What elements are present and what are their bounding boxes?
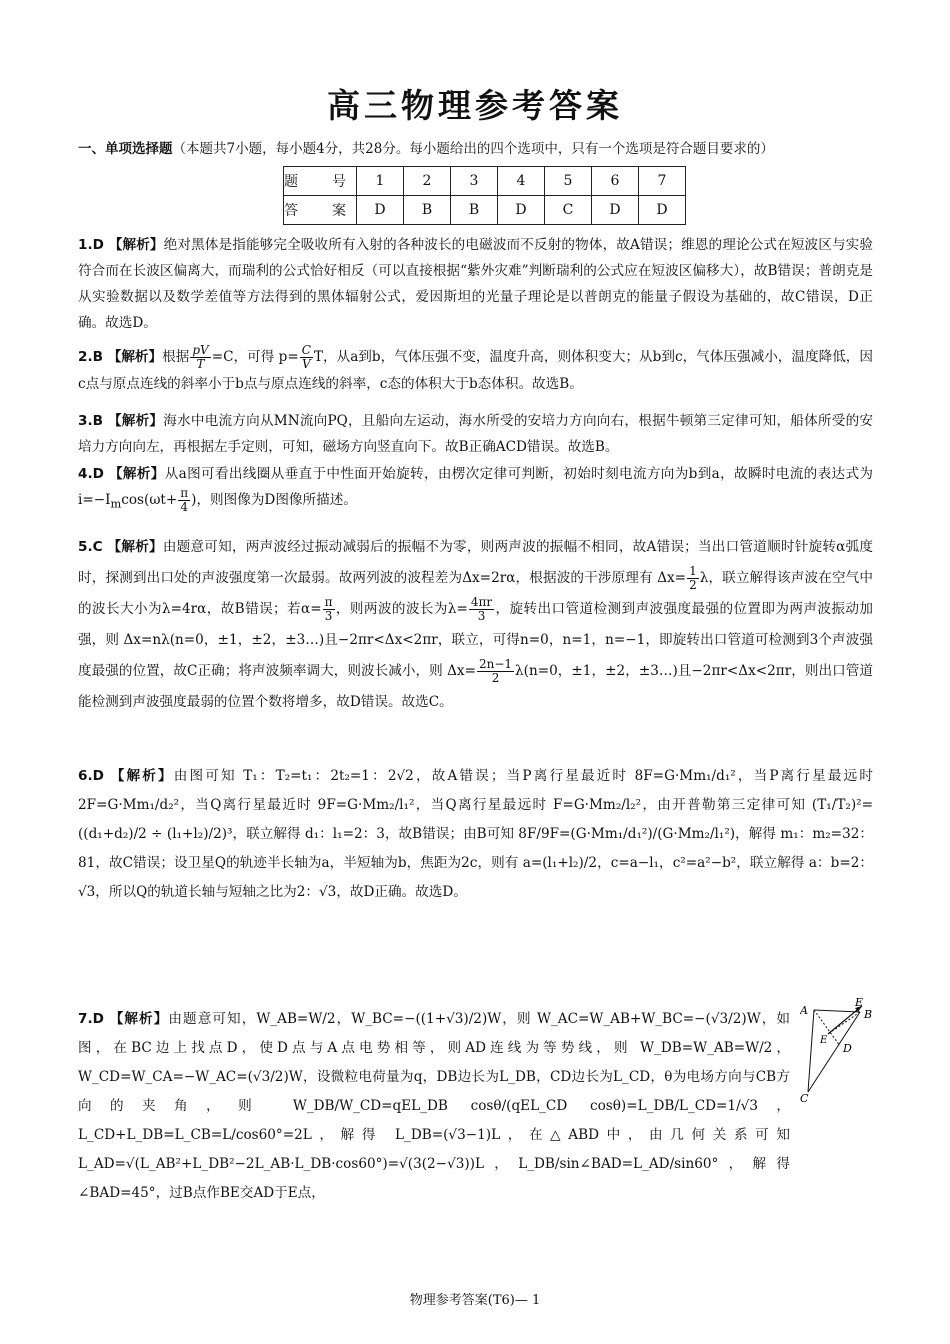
- numerator: pV: [192, 343, 209, 357]
- table-cell: B: [451, 196, 498, 225]
- fraction: [190, 344, 210, 371]
- solution-4: [78, 461, 873, 517]
- table-cell: 5: [545, 167, 592, 196]
- segment-ab: [814, 1010, 860, 1012]
- denominator: 2: [491, 671, 500, 685]
- solution-6: [78, 762, 873, 907]
- label-a: A: [800, 1004, 808, 1017]
- numerator: 4πr: [470, 595, 493, 609]
- solution-text: =C，可得 p=: [211, 349, 299, 365]
- table-cell: B: [404, 196, 451, 225]
- table-cell: D: [357, 196, 404, 225]
- row-header-number: 题 号: [284, 167, 357, 196]
- answer-table: [283, 166, 686, 225]
- table-cell: D: [498, 196, 545, 225]
- label-d: D: [843, 1042, 852, 1055]
- solution-text: 由题意可知，W_AB=W/2，W_BC=−((1+√3)/2)W，则 W_AC=W_AB+W_BC=−(√3/2)W，如图，在BC边上找点D，使D点与A点电势相等，则AD连线为等势线，则 W_DB=W_AB=W/2，W_CD=W_CA=−W_AC=(√3/2)W，设微粒电荷量为q，DB边长为L_DB，CD边长为L_CD，θ为电场方向与CB方向的夹角，则 W_DB/W_CD=qEL_DB cosθ/(qEL_CD cosθ)=L_DB/L_CD=1/√3，L_CD+L_DB=L_CB=L/cos60°=2L，解得 L_DB=(√3−1)L，在△ABD中，由几何关系可知 L_AD=√(L_AB²+L_DB²−2L_AB·L_DB·cos60°)=√(3(2−√3))L，L_DB/sin∠BAD=L_AD/sin60°，解得∠BAD=45°，过B点作BE交AD于E点，: [78, 1011, 790, 1201]
- solution-text: 由图可知 T₁：T₂=t₁：2t₂=1：2√2，故A错误；当P离行星最近时 8F=G·Mm₁/d₁²，当P离行星最远时 2F=G·Mm₁/d₂²，当Q离行星最近时 9F=G·Mm₂/l₁²，当Q离行星最远时 F=G·Mm₂/l₂²，由开普勒第三定律可知 (T₁/T₂)²=((d₁+d₂)/2 ÷ (l₁+l₂)/2)³，联立解得 d₁：l₁=2：3，故B错误；由B可知 8F/9F=(G·Mm₁/d₁²)/(G·Mm₂/l₁²)，解得 m₁：m₂=32：81，故C错误；设卫星Q的轨迹半长轴为a，半短轴为b，焦距为2c，则有 a=(l₁+l₂)/2，c=a−l₁，c²=a²−b²，联立解得 a：b=2：√3，所以Q的轨道长轴与短轴之比为2：√3，故D正确。故选D。: [78, 768, 873, 900]
- solution-text: T，从a到b，气体压强不变，温度升高，则体积变大；从b到c，气体压强减小，温度降低，因c点与原点连线的斜率小于b点与原点连线的斜率，c态的体积大于b态体积。故选B。: [78, 349, 873, 392]
- table-row-numbers: [284, 167, 686, 196]
- solution-3: [78, 408, 873, 460]
- table-row-answers: [284, 196, 686, 225]
- label-c: C: [800, 1092, 809, 1105]
- fraction: [178, 487, 190, 514]
- fraction: [687, 565, 699, 592]
- solution-text: cos(ωt+: [121, 492, 178, 508]
- solution-text: ，旋转出口管道检测到声波强度最强的位置即为两声波振动加强，则 Δx=nλ(n=0，±1，±2，±3…)且−2πr<Δx<2πr，联立，可得n=0，n=1，n=−1，即旋转出口管道可检测到3个声波强度最强的位置，故C正确；将声波频率调大，则波长减小，则 Δx=: [78, 601, 873, 679]
- label-b: B: [864, 1008, 873, 1021]
- solution-text: 由题意可知，两声波经过振动减弱后的振幅不为零，则两声波的振幅不相同，故A错误；当出口管道顺时针旋转α弧度时，探测到出口处的声波强度第一次最弱。故两列波的波程差为Δx=2rα，根据波的干涉原理有 Δx=: [78, 539, 873, 586]
- page-footer: 物理参考答案(T6)— 1: [409, 1293, 541, 1308]
- solution-5: [78, 532, 873, 718]
- numerator: 2n−1: [478, 657, 513, 671]
- solution-2: [78, 344, 873, 397]
- table-cell: 3: [451, 167, 498, 196]
- fraction: [300, 344, 313, 371]
- fraction: [469, 596, 494, 623]
- row-header-answer: 答 案: [284, 196, 357, 225]
- table-cell: 4: [498, 167, 545, 196]
- solution-head: 2.B 【解析】: [78, 349, 163, 365]
- solution-text: λ，联立解得该声波在空气中的波长大小为λ=4rα，故B错误；若α=: [78, 570, 873, 617]
- solution-text: ，则两波的波长为λ=: [335, 601, 468, 617]
- denominator: 2: [689, 578, 697, 592]
- solution-text: 绝对黑体是指能够完全吸收所有入射的各种波长的电磁波而不反射的物体，故A错误；维恩的理论公式在短波区与实验符合而在长波区偏离大，而瑞利的公式恰好相反（可以直接根据“紫外灾难”判断瑞利的公式应在短波区偏移大），故B错误；普朗克是从实验数据以及数学差值等方法得到的黑体辐射公式，爱因斯坦的光量子理论是以普朗克的能量子假设为基础的，故C错误，D正确。故选D。: [78, 237, 873, 331]
- solution-head: 7.D 【解析】: [78, 1011, 169, 1027]
- solution-head: 1.D 【解析】: [78, 237, 164, 253]
- subscript: m: [110, 496, 122, 511]
- segment-ac: [808, 1010, 814, 1092]
- denominator: V: [301, 357, 311, 371]
- table-cell: C: [545, 196, 592, 225]
- solution-head: 4.D 【解析】: [78, 466, 165, 482]
- numerator: C: [301, 343, 311, 357]
- denominator: 4: [180, 500, 189, 514]
- section-label: 一、单项选择题: [78, 141, 173, 157]
- denominator: 3: [324, 609, 333, 623]
- denominator: T: [196, 357, 205, 371]
- label-e-top: E: [855, 998, 864, 1009]
- solution-head: 6.D 【解析】: [78, 768, 174, 784]
- solution-7: [78, 1005, 790, 1208]
- table-cell: D: [639, 196, 686, 225]
- fraction: [477, 658, 514, 685]
- solution-text: λ(n=0，±1，±2，±3…)且−2πr<Δx<2πr，则出口管道能检测到声波强度最弱的位置个数将增多，故D错误。故选C。: [78, 663, 874, 710]
- section-heading: [78, 137, 774, 157]
- denominator: 3: [477, 609, 486, 623]
- table-cell: 1: [357, 167, 404, 196]
- table-cell: D: [592, 196, 639, 225]
- solution-text: 从a图可看出线圈从垂直于中性面开始旋转，由楞次定律可判断，初始时刻电流方向为b到a，故瞬时电流的表达式为 i=−I: [78, 466, 873, 508]
- table-cell: 7: [639, 167, 686, 196]
- section-note: （本题共7小题，每小题4分，共28分。每小题给出的四个选项中，只有一个选项是符合题目要求的）: [172, 141, 774, 157]
- solution-text: 海水中电流方向从MN流向PQ，且船向左运动，海水所受的安培力方向向右，根据牛顿第三定律可知，船体所受的安培力方向向左，再根据左手定则，可知，磁场方向竖直向下。故B正确ACD错误。故选B。: [78, 413, 873, 455]
- solution-head: 5.C 【解析】: [78, 539, 163, 555]
- solution-1: [78, 232, 873, 336]
- solution-head: 3.B 【解析】: [78, 413, 164, 429]
- solution-text: )，则图像为D图像所描述。: [191, 492, 357, 508]
- table-cell: 6: [592, 167, 639, 196]
- solution-text: 根据: [162, 349, 190, 365]
- label-e-mid: E: [820, 1035, 828, 1046]
- numerator: π: [180, 486, 189, 500]
- numerator: π: [324, 595, 333, 609]
- fraction: [323, 596, 335, 623]
- segment-bc: [808, 1012, 860, 1092]
- numerator: 1: [689, 564, 697, 578]
- triangle-figure: [800, 998, 880, 1110]
- table-cell: 2: [404, 167, 451, 196]
- page-title: 高三物理参考答案: [327, 86, 623, 125]
